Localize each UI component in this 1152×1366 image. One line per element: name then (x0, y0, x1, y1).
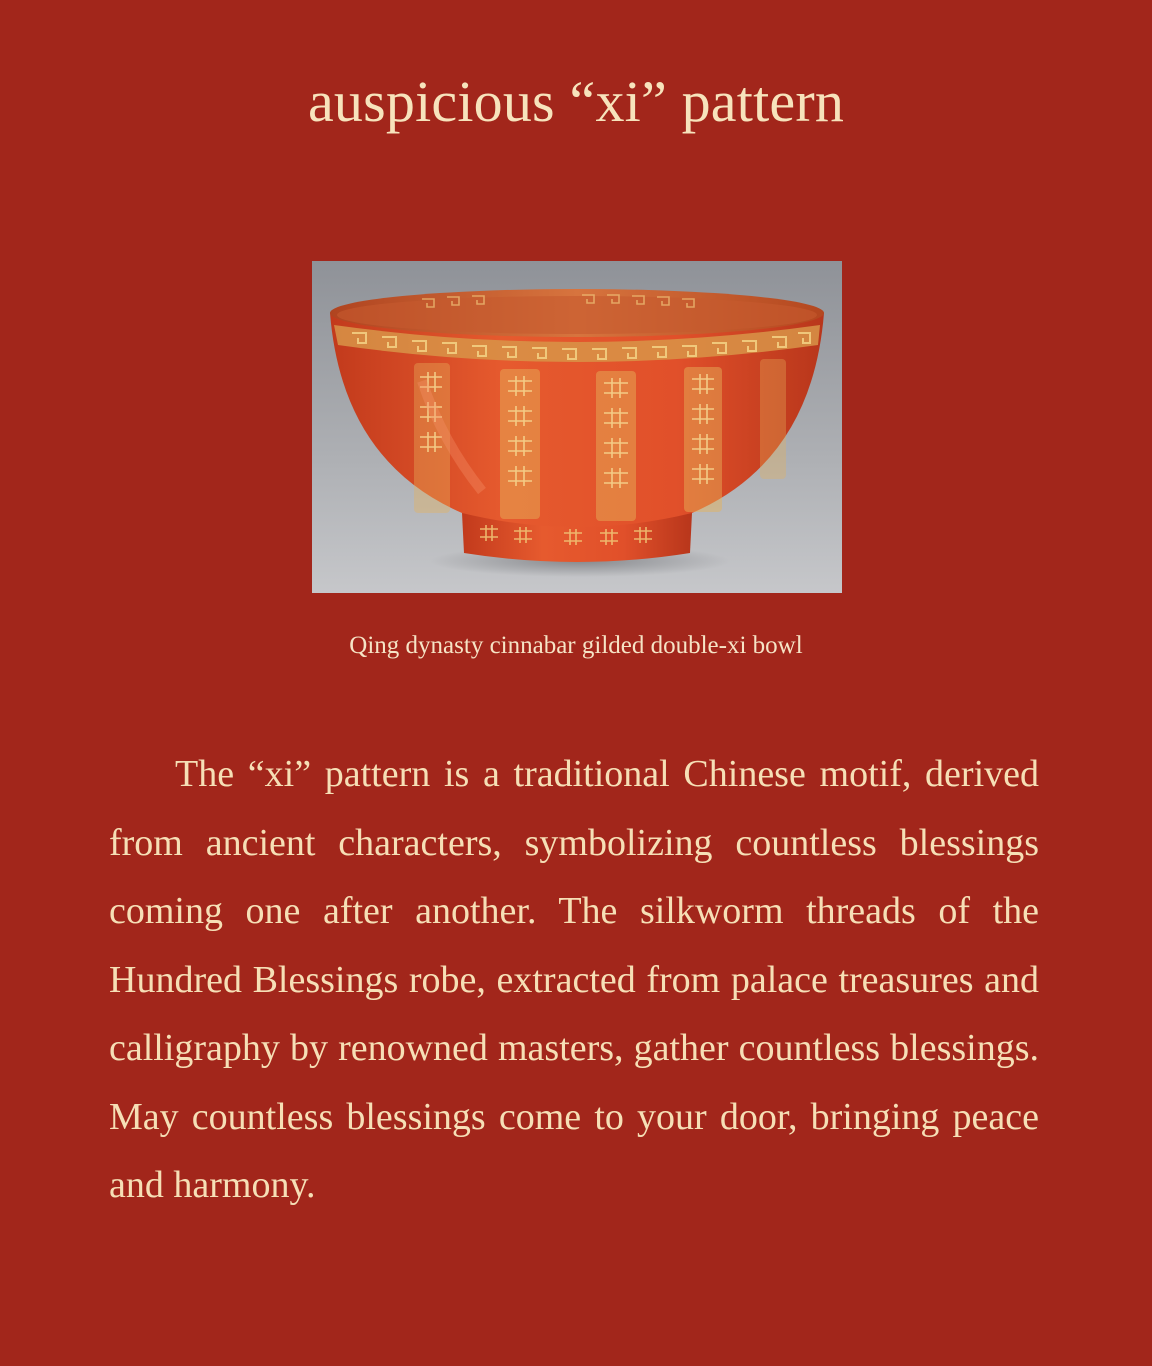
bowl-illustration (312, 261, 842, 593)
page-title: auspicious “xi” pattern (307, 69, 845, 134)
bowl-photo (312, 261, 842, 593)
body-paragraph: The “xi” pattern is a traditional Chinese motif, derived from ancient characters, symbolizing countless blessings coming one after another. The silkworm threads of the Hundred Blessings robe, extracted from palace treasures and calligraphy by renowned masters, gather countless blessings. May countless blessings come to your door, bringing peace and harmony. (109, 753, 1039, 1206)
image-caption: Qing dynasty cinnabar gilded double-xi bowl (349, 632, 803, 659)
